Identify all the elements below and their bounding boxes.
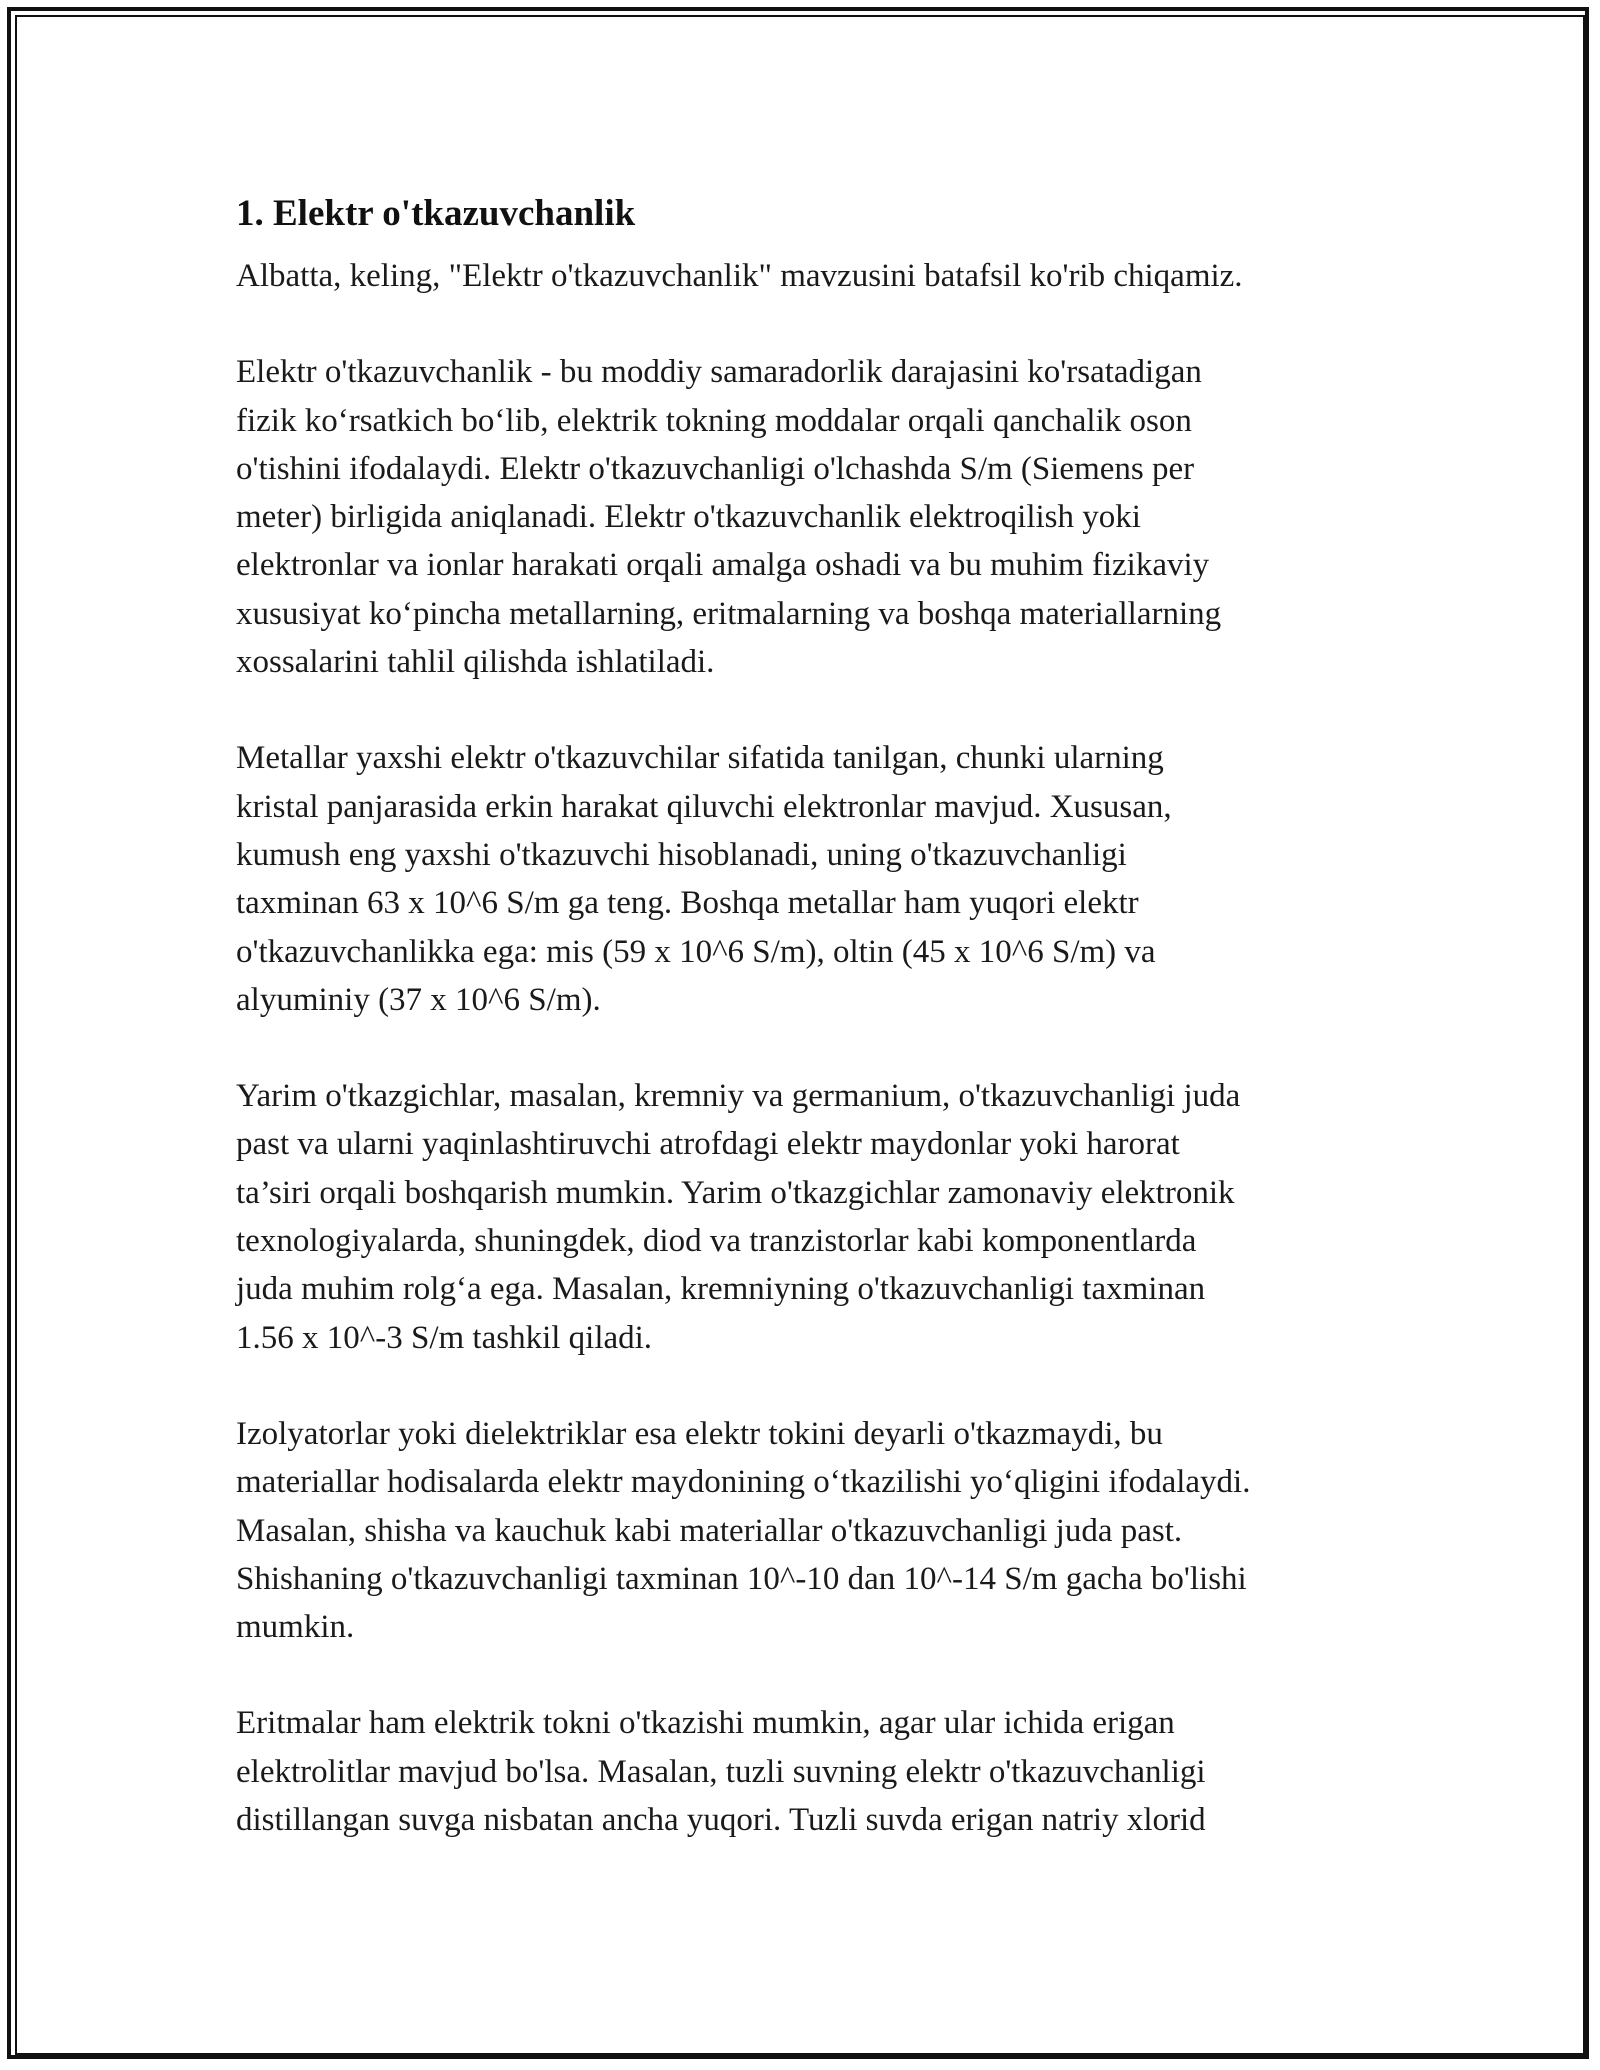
paragraph-metals: Metallar yaxshi elektr o'tkazuvchilar sifatida tanilgan, chunki ularning kristal panjarasida erkin harakat qiluvchi elektronlar mavjud. Xususan, kumush eng yaxshi o'tkazuvchi hisoblanadi, uning o'tkazuvchanligi taxminan 63 x 10^6 S/m ga teng. Boshqa metallar ham yuqori elektr o'tkazuvchanlikka ega: mis (59 x 10^6 S/m), oltin (45 x 10^6 S/m) va alyuminiy (37 x 10^6 S/m). xyxy=(236,740,1172,1018)
paragraph-definition: Elektr o'tkazuvchanlik - bu moddiy samaradorlik darajasini ko'rsatadigan fizik ko‘rsatkich bo‘lib, elektrik tokning moddalar orqali qanchalik oson o'tishini ifodalaydi. Elektr o'tkazuvchanligi o'lchashda S/m (Siemens per meter) birligida aniqlanadi. Elektr o'tkazuvchanlik elektroqilish yoki elektronlar va ionlar harakati orqali amalga oshadi va bu muhim fizikaviy xususiyat ko‘pincha metallarning, eritmalarning va boshqa materiallarning xossalarini tahlil qilishda ishlatiladi. xyxy=(236,354,1222,681)
paragraph-semiconductors: Yarim o'tkazgichlar, masalan, kremniy va germanium, o'tkazuvchanligi juda past va ularni yaqinlashtiruvchi atrofdagi elektr maydonlar yoki harorat ta’siri orqali boshqarish mumkin. Yarim o'tkazgichlar zamonaviy elektronik texnologiyalarda, shuningdek, diod va tranzistorlar kabi komponentlarda juda muhim rolg‘a ega. Masalan, kremniyning o'tkazuvchanligi taxminan 1.56 x 10^-3 S/m tashkil qiladi. xyxy=(236,1078,1241,1356)
paragraph-solutions: Eritmalar ham elektrik tokni o'tkazishi mumkin, agar ular ichida erigan elektrolitlar mavjud bo'lsa. Masalan, tuzli suvning elektr o'tkazuvchanligi distillangan suvga nisbatan ancha yuqori. Tuzli suvda erigan natriy xlorid xyxy=(236,1705,1206,1839)
paragraph-insulators: Izolyatorlar yoki dielektriklar esa elektr tokini deyarli o'tkazmaydi, bu materiallar hodisalarda elektr maydonining o‘tkazilishi yo‘qligini ifodalaydi. Masalan, shisha va kauchuk kabi materiallar o'tkazuvchanligi juda past. Shishaning o'tkazuvchanligi taxminan 10^-10 dan 10^-14 S/m gacha bo'lishi mumkin. xyxy=(236,1415,1251,1646)
paragraph-intro: Albatta, keling, "Elektr o'tkazuvchanlik" mavzusini batafsil ko'rib chiqamiz. xyxy=(236,258,1243,294)
document-body xyxy=(236,184,1376,1892)
section-heading: 1. Elektr o'tkazuvchanlik xyxy=(236,193,636,234)
